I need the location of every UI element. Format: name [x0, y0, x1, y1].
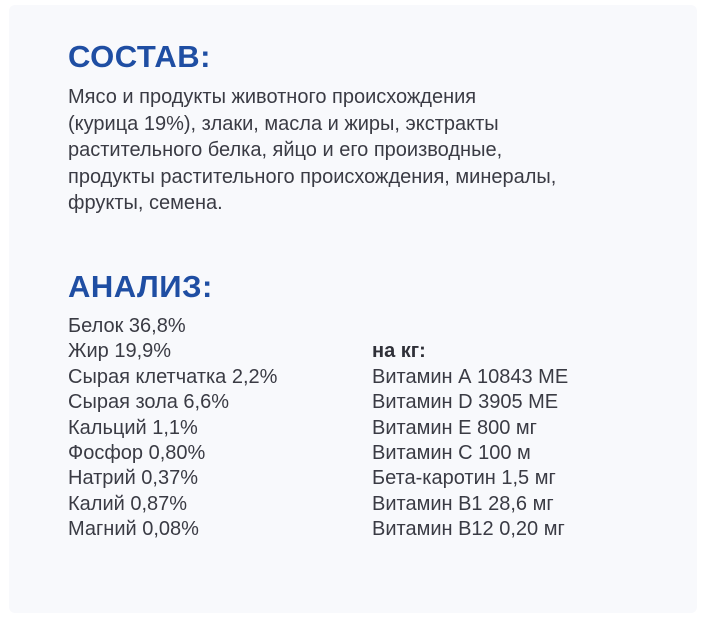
- vitamin-item: Витамин В12 0,20 мг: [372, 518, 565, 541]
- nutrient-item: Магний 0,08%: [68, 518, 199, 541]
- vitamin-item: Витамин В1 28,6 мг: [372, 492, 554, 515]
- vitamin-item: Витамин Е 800 мг: [372, 416, 537, 439]
- nutrient-item: Жир 19,9%: [68, 340, 172, 363]
- composition-line: продукты растительного происхождения, минералы,: [68, 165, 557, 188]
- composition-heading: СОСТАВ:: [68, 39, 211, 74]
- composition-line: растительного белка, яйцо и его производные,: [68, 139, 503, 161]
- nutrient-list: [68, 314, 277, 543]
- vitamin-item: Бета-каротин 1,5 мг: [372, 467, 556, 490]
- nutrient-item: Фосфор 0,80%: [68, 442, 206, 465]
- analysis-heading: АНАЛИЗ:: [68, 269, 213, 304]
- content-card: [9, 5, 697, 613]
- nutrient-item: Калий 0,87%: [68, 492, 188, 515]
- nutrient-item: Кальций 1,1%: [68, 416, 198, 439]
- nutrient-item: Белок 36,8%: [68, 315, 186, 337]
- vitamin-item: Витамин С 100 м: [372, 442, 531, 465]
- composition-line: фрукты, семена.: [68, 192, 223, 214]
- per-kg-label: на кг:: [372, 340, 426, 363]
- vitamin-list: [372, 339, 568, 542]
- vitamin-item: Витамин А 10843 МЕ: [372, 365, 569, 388]
- nutrient-item: Сырая клетчатка 2,2%: [68, 365, 278, 388]
- vitamin-item: Витамин D 3905 МЕ: [372, 391, 559, 414]
- composition-line: (курица 19%), злаки, масла и жиры, экстракты: [68, 112, 499, 135]
- nutrient-item: Сырая зола 6,6%: [68, 391, 230, 414]
- nutrient-item: Натрий 0,37%: [68, 467, 199, 490]
- composition-line: Мясо и продукты животного происхождения: [68, 86, 477, 108]
- composition-text: [68, 84, 688, 217]
